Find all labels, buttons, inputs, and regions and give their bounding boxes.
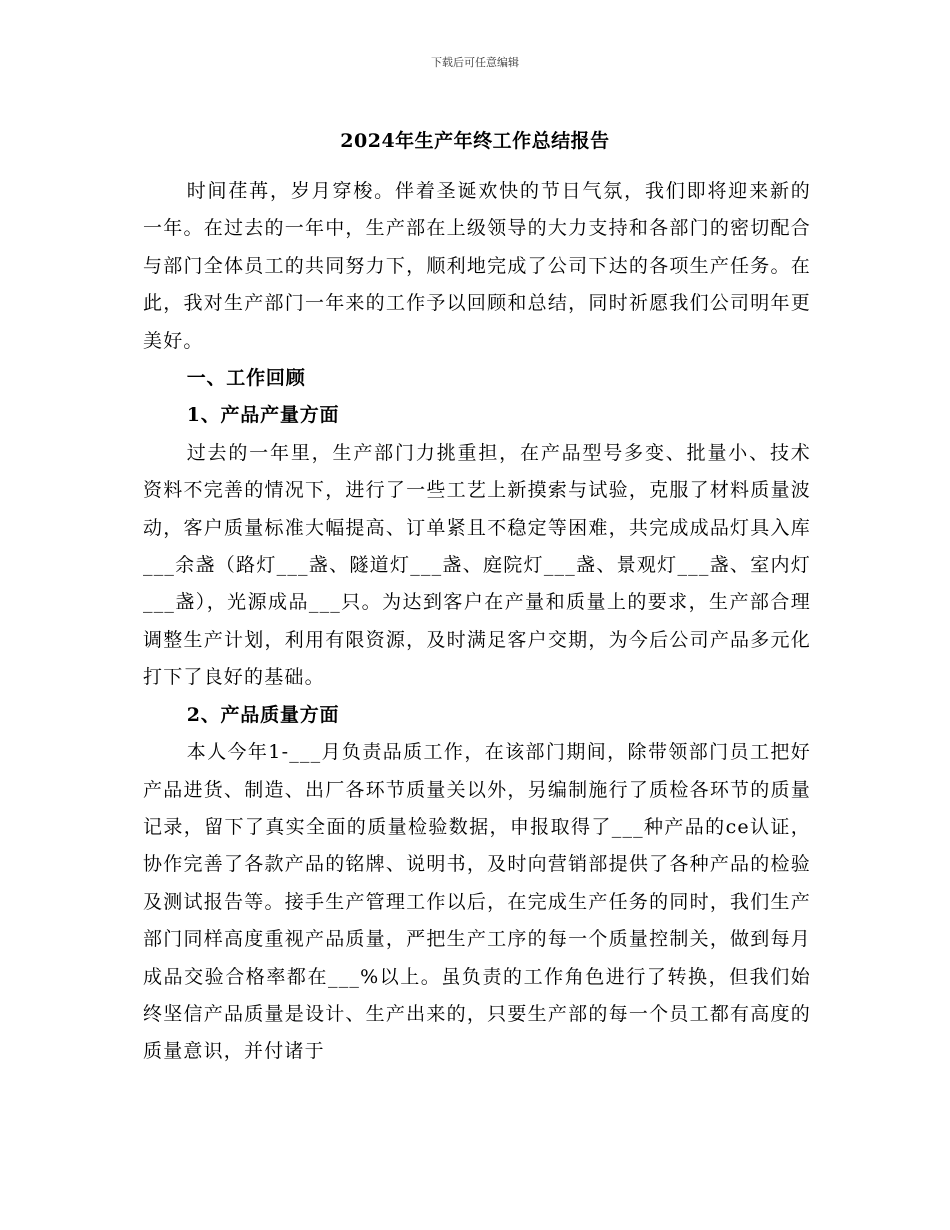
document-title: 2024年生产年终工作总结报告: [340, 130, 610, 152]
document-body: [143, 173, 811, 1071]
intro-paragraph: 时间荏苒，岁月穿梭。伴着圣诞欢快的节日气氛，我们即将迎来新的一年。在过去的一年中，生产部在上级领导的大力支持和各部门的密切配合与部门全体员工的共同努力下，顺利地完成了公司下达的各项生产任务。在此，我对生产部门一年来的工作予以回顾和总结，同时祈愿我们公司明年更美好。: [143, 180, 811, 352]
output-paragraph: 过去的一年里，生产部门力挑重担，在产品型号多变、批量小、技术资料不完善的情况下，进行了一些工艺上新摸索与试验，克服了材料质量波动，客户质量标准大幅提高、订单紧且不稳定等困难，共完成成品灯具入库___余盏（路灯___盏、隧道灯___盏、庭院灯___盏、景观灯___盏、室内灯___盏），光源成品___只。为达到客户在产量和质量上的要求，生产部合理调整生产计划，利用有限资源，及时满足客户交期，为今后公司产品多元化打下了良好的基础。: [143, 441, 811, 689]
quality-paragraph: 本人今年1-___月负责品质工作，在该部门期间，除带领部门员工把好产品进货、制造、出厂各环节质量关以外，另编制施行了质检各环节的质量记录，留下了真实全面的质量检验数据，申报取得了___种产品的ce认证，协作完善了各款产品的铭牌、说明书，及时向营销部提供了各种产品的检验及测试报告等。接手生产管理工作以后，在完成生产任务的同时，我们生产部门同样高度重视产品质量，严把生产工序的每一个质量控制关，做到每月成品交验合格率都在___%以上。虽负责的工作角色进行了转换，但我们始终坚信产品质量是设计、生产出来的，只要生产部的每一个员工都有高度的质量意识，并付诸于: [143, 741, 811, 1063]
section-heading-work-review: 一、工作回顾: [186, 367, 306, 390]
header-note: 下载后可任意编辑: [431, 56, 519, 69]
subsection-heading-quality: 2、产品质量方面: [186, 703, 340, 726]
subsection-heading-output: 1、产品产量方面: [186, 404, 340, 427]
